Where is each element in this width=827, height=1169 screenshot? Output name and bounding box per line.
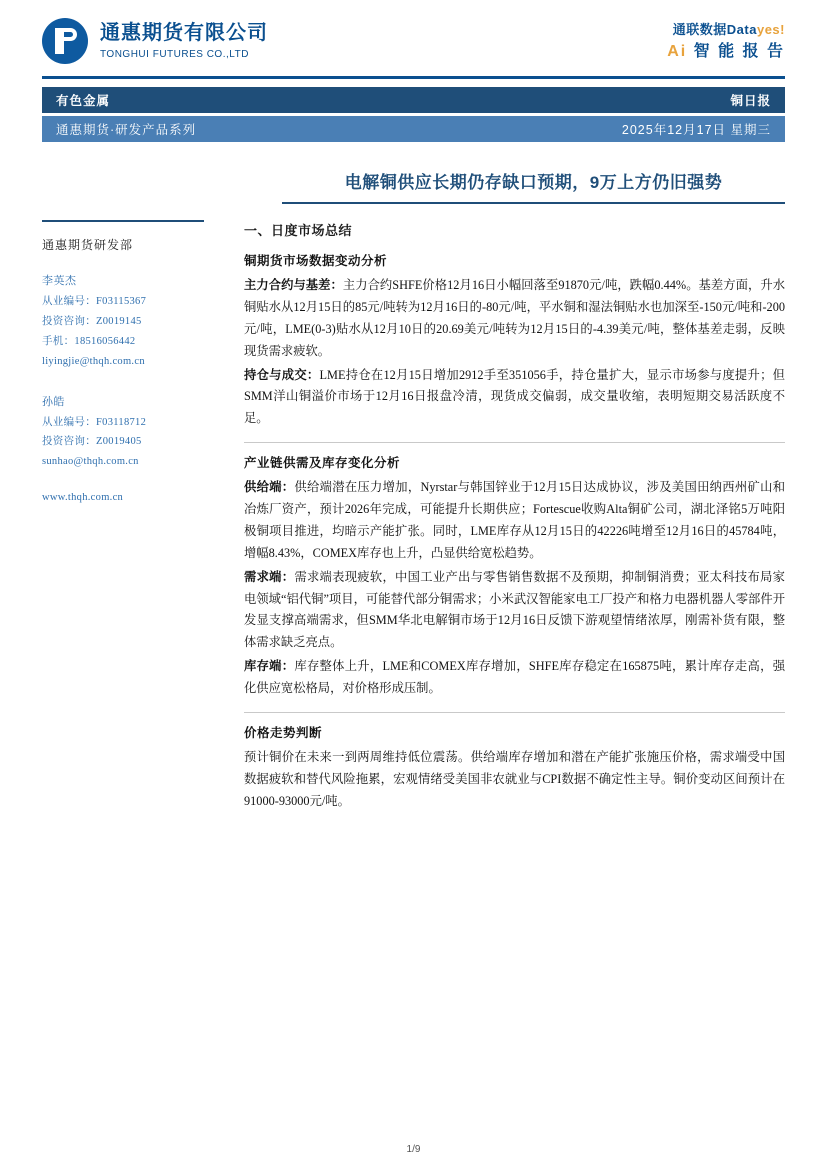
paragraph-lead: 持仓与成交： bbox=[244, 367, 320, 382]
partner-line-1 bbox=[667, 22, 785, 38]
ai-label: Ai bbox=[667, 43, 688, 61]
content-area bbox=[42, 220, 785, 815]
section-title: 一、日度市场总结 bbox=[244, 223, 353, 238]
paragraph bbox=[244, 275, 785, 363]
paragraph bbox=[244, 477, 785, 565]
paragraph-lead: 需求端： bbox=[244, 569, 295, 584]
paragraph-text: 预计铜价在未来一到两周维持低位震荡。供给端库存增加和潜在产能扩张施压价格，需求端受中国数据疲软和替代风险拖累，宏观情绪受美国非农就业与CPI数据不确定性主导。铜价变动区间预计在91000-93000元/吨。 bbox=[244, 749, 785, 808]
partner-text-data: Data bbox=[726, 22, 757, 37]
partner-text-yes: yes! bbox=[756, 22, 785, 37]
analyst-card bbox=[42, 392, 228, 473]
paragraph bbox=[244, 747, 785, 813]
page-number: 1/9 bbox=[406, 1144, 421, 1155]
block-heading: 铜期货市场数据变动分析 bbox=[244, 254, 388, 268]
report-block bbox=[244, 453, 785, 700]
company-brand bbox=[42, 18, 268, 64]
sidebar-divider bbox=[42, 220, 204, 222]
partner-badge bbox=[667, 18, 785, 62]
report-block bbox=[244, 723, 785, 813]
header-divider bbox=[42, 76, 785, 79]
block-heading: 价格走势判断 bbox=[244, 725, 323, 740]
headline-block bbox=[282, 168, 785, 204]
main-column bbox=[240, 220, 785, 815]
block-heading: 产业链供需及库存变化分析 bbox=[244, 456, 401, 471]
category-bar bbox=[42, 87, 785, 113]
category-label: 有色金属 bbox=[56, 94, 111, 108]
block-divider bbox=[244, 442, 785, 443]
circle-p-logo-icon bbox=[42, 18, 88, 64]
report-date-label: 2025年12月17日 星期三 bbox=[621, 123, 771, 137]
paragraph-lead: 主力合约与基差： bbox=[244, 278, 343, 292]
analyst-email[interactable]: sunhao@thqh.com.cn bbox=[42, 456, 139, 468]
analyst-card bbox=[42, 271, 228, 372]
paragraph bbox=[244, 365, 785, 431]
block-divider bbox=[244, 712, 785, 713]
brand-name-en: TONGHUI FUTURES CO.,LTD bbox=[100, 48, 249, 60]
paragraph-text: LME持仓在12月15日增加2912手至351056手，持仓量扩大，显示市场参与度提升；但SMM洋山铜溢价市场于12月16日报盘冷清，现货成交偏弱，成交量收缩，表明短期交易活跃度不足。 bbox=[244, 367, 785, 426]
paragraph bbox=[244, 567, 785, 655]
sidebar bbox=[42, 220, 240, 815]
analyst-name: 李英杰 bbox=[42, 275, 77, 287]
series-label: 通惠期货·研发产品系列 bbox=[56, 123, 197, 137]
brand-text bbox=[100, 22, 268, 61]
analyst-cert: 从业编号：F03115367 bbox=[42, 295, 147, 307]
document-header bbox=[0, 0, 827, 74]
analyst-cert: 从业编号：F03118712 bbox=[42, 416, 147, 428]
analyst-name: 孙皓 bbox=[42, 395, 65, 408]
report-block bbox=[244, 251, 785, 430]
analyst-consult: 投资咨询：Z0019145 bbox=[42, 315, 142, 327]
brand-name-cn: 通惠期货有限公司 bbox=[100, 21, 268, 44]
company-website[interactable]: www.thqh.com.cn bbox=[42, 492, 124, 504]
partner-line-2 bbox=[667, 42, 785, 62]
analyst-email[interactable]: liyingjie@thqh.com.cn bbox=[42, 355, 145, 367]
paragraph-lead: 库存端： bbox=[244, 659, 295, 674]
page-title: 电解铜供应长期仍存缺口预期，9万上方仍旧强势 bbox=[344, 173, 723, 192]
report-type-label: 铜日报 bbox=[730, 94, 771, 108]
analyst-phone: 手机：18516056442 bbox=[42, 335, 136, 347]
paragraph-text: 需求端表现疲软，中国工业产出与零售销售数据不及预期，抑制铜消费；亚太科技布局家电领域“铝代铜”项目，可能替代部分铜需求；小米武汉智能家电工厂投产和格力电器机器人零部件开发显支撑高端需求，但SMM华北电解铜市场于12月16日反馈下游观望情绪浓厚，刚需补货有限，整体需求缺乏亮点。 bbox=[244, 569, 785, 650]
paragraph-text: 供给端潜在压力增加，Nyrstar与韩国锌业于12月15日达成协议，涉及美国田纳西州矿山和冶炼厂资产，预计2026年完成，可能提升长期供应；Fortescue收购Alta铜矿公司，湖北泽铭5万吨阳极铜项目推进，均暗示产能扩张。同时，LME库存从12月15日的42226吨增至12月16日的45784吨，增幅8.43%，COMEX库存也上升，凸显供给宽松趋势。 bbox=[244, 480, 785, 560]
paragraph-text: 库存整体上升，LME和COMEX库存增加，SHFE库存稳定在165875吨，累计库存走高，强化供应宽松格局，对价格形成压制。 bbox=[244, 659, 785, 695]
headline-divider bbox=[282, 202, 785, 204]
department-label: 通惠期货研发部 bbox=[42, 238, 134, 252]
partner-text-cn: 通联数据 bbox=[672, 22, 727, 37]
paragraph bbox=[244, 656, 785, 700]
paragraph-lead: 供给端： bbox=[244, 480, 295, 495]
analyst-consult: 投资咨询：Z0019405 bbox=[42, 436, 142, 448]
series-bar bbox=[42, 116, 785, 142]
paragraph-text: 主力合约SHFE价格12月16日小幅回落至91870元/吨，跌幅0.44%。基差方面，升水铜贴水从12月15日的85元/吨转为12月16日的-80元/吨，平水铜和湿法铜贴水也加深至-150元/吨和-200元/吨，LME(0-3)贴水从12月10日的20.69美元/吨转为12月15日的-4.39美元/吨，整体基差走弱，反映现货需求疲软。 bbox=[244, 278, 785, 358]
smart-report-label: 智 能 报 告 bbox=[693, 43, 785, 61]
